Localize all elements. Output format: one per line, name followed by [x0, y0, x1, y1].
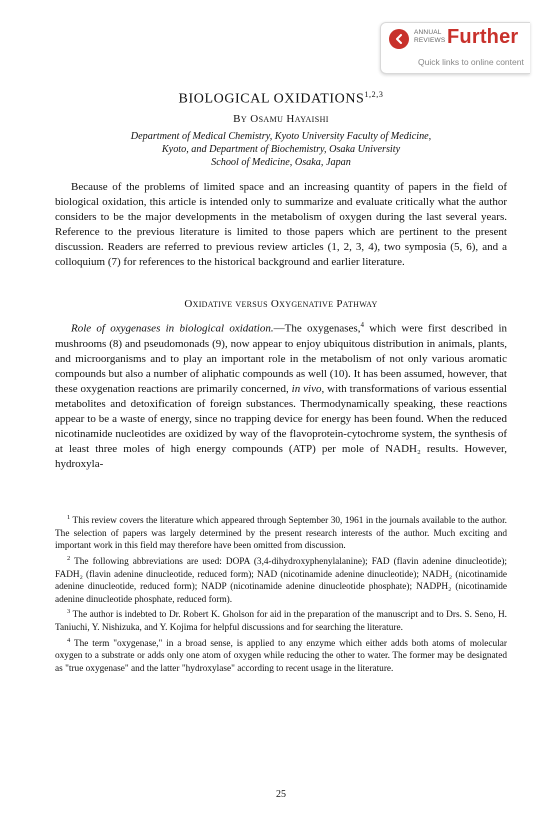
page-number: 25 — [276, 789, 286, 800]
further-label: Further — [447, 26, 519, 48]
further-badge[interactable] — [380, 22, 530, 74]
section-heading: Oxidative versus Oxygenative Pathway — [184, 298, 378, 310]
paragraph-lead: Role of oxygenases in biological oxidation. — [71, 322, 274, 335]
intro-paragraph: Because of the problems of limited space and an increasing quantity of papers in the field of biological oxidation, this article is intended only to summarize and evaluate critically what the author considers to be the major developments in the metabolism of oxygen during the last several years. Reference to the previous literature is limited to those papers which are pertinent to the present discussion. Readers are referred to previous review articles (1, 2, 3, 4), two symposia (5, 6), and a colloquium (7) for references to the historical background and earlier literature. — [55, 181, 507, 268]
play-icon — [389, 29, 409, 49]
footnote: $^2$ The following abbreviations are used: DOPA (3,4-dihydroxyphenylalanine); FAD (flavin adenine dinucleotide); FADH₂ (flavin adenine dinucleotide, reduced form); NAD (nicotinamide adenine dinucleotide); NADH₂ (nicotinamide adenine dinucleotide, reduced form); NADP (nicotinamide adenine dinucleotide phosphate); NADPH₂ (nicotinamide adenine dinucleotide phosphate, reduced form). — [55, 554, 507, 605]
footnote: $^4$ The term "oxygenase," in a broad sense, is applied to any enzyme which either adds both atoms of molecular oxygen to a substrate or adds only one atom of oxygen while reducing the other to water. The former may be designated as "true oxygenase" and the latter "hydroxylase" according to recent usage in the literature. — [55, 636, 507, 674]
footnote-ref: 4 — [360, 321, 364, 329]
annual-reviews-logo: ANNUAL REVIEWS — [414, 29, 446, 44]
footnote: $^3$ The author is indebted to Dr. Robert K. Gholson for aid in the preparation of the manuscript and to Drs. S. Seno, H. Taniuchi, Y. Nishizuka, and Y. Kojima for helpful discussions and for searching the literature. — [55, 608, 507, 634]
author-line: By Osamu Hayaishi — [233, 113, 329, 125]
affiliation: Department of Medical Chemistry, Kyoto University Faculty of Medicine, Kyoto, and Department of Biochemistry, Osaka University School of Medicine, Osaka, Japan — [130, 131, 432, 168]
footnotes — [55, 512, 507, 676]
article-title: BIOLOGICAL OXIDATIONS$^{1,2,3}$ — [178, 90, 384, 107]
footnote: $^1$ This review covers the literature which appeared through September 30, 1961 in the journals available to the author. The selection of papers was largely determined by the present research interests of the author. Much exciting and important work in this field may therefore have been omitted from discussion. — [55, 514, 507, 552]
section-paragraph: Role of oxygenases in biological oxidation.—The oxygenases,$^4$ which were first described in mushrooms (8) and pseudomonads (9), now appear to enjoy ubiquitous distribution in animals, plants, and microorganisms and to play an important role in the metabolism of not only various aromatic compounds but also a number of aliphatic compounds as well (10). It has been assumed, however, that these oxygenation reactions are primarily concerned, in vivo, with transformations of various essential metabolites and detoxification of foreign substances. Thermodynamically speaking, these reactions appear to be a waste of energy, since no trapping device for energy has been found. When the reduced nicotinamide nucleotides are oxidized by way of the flavoprotein-cytochrome system, the synthesis of at least three moles of high energy compounds (ATP) per mole of NADH₂ results. However, hydroxyla- — [55, 321, 507, 470]
further-sublabel: Quick links to online content — [418, 57, 524, 67]
